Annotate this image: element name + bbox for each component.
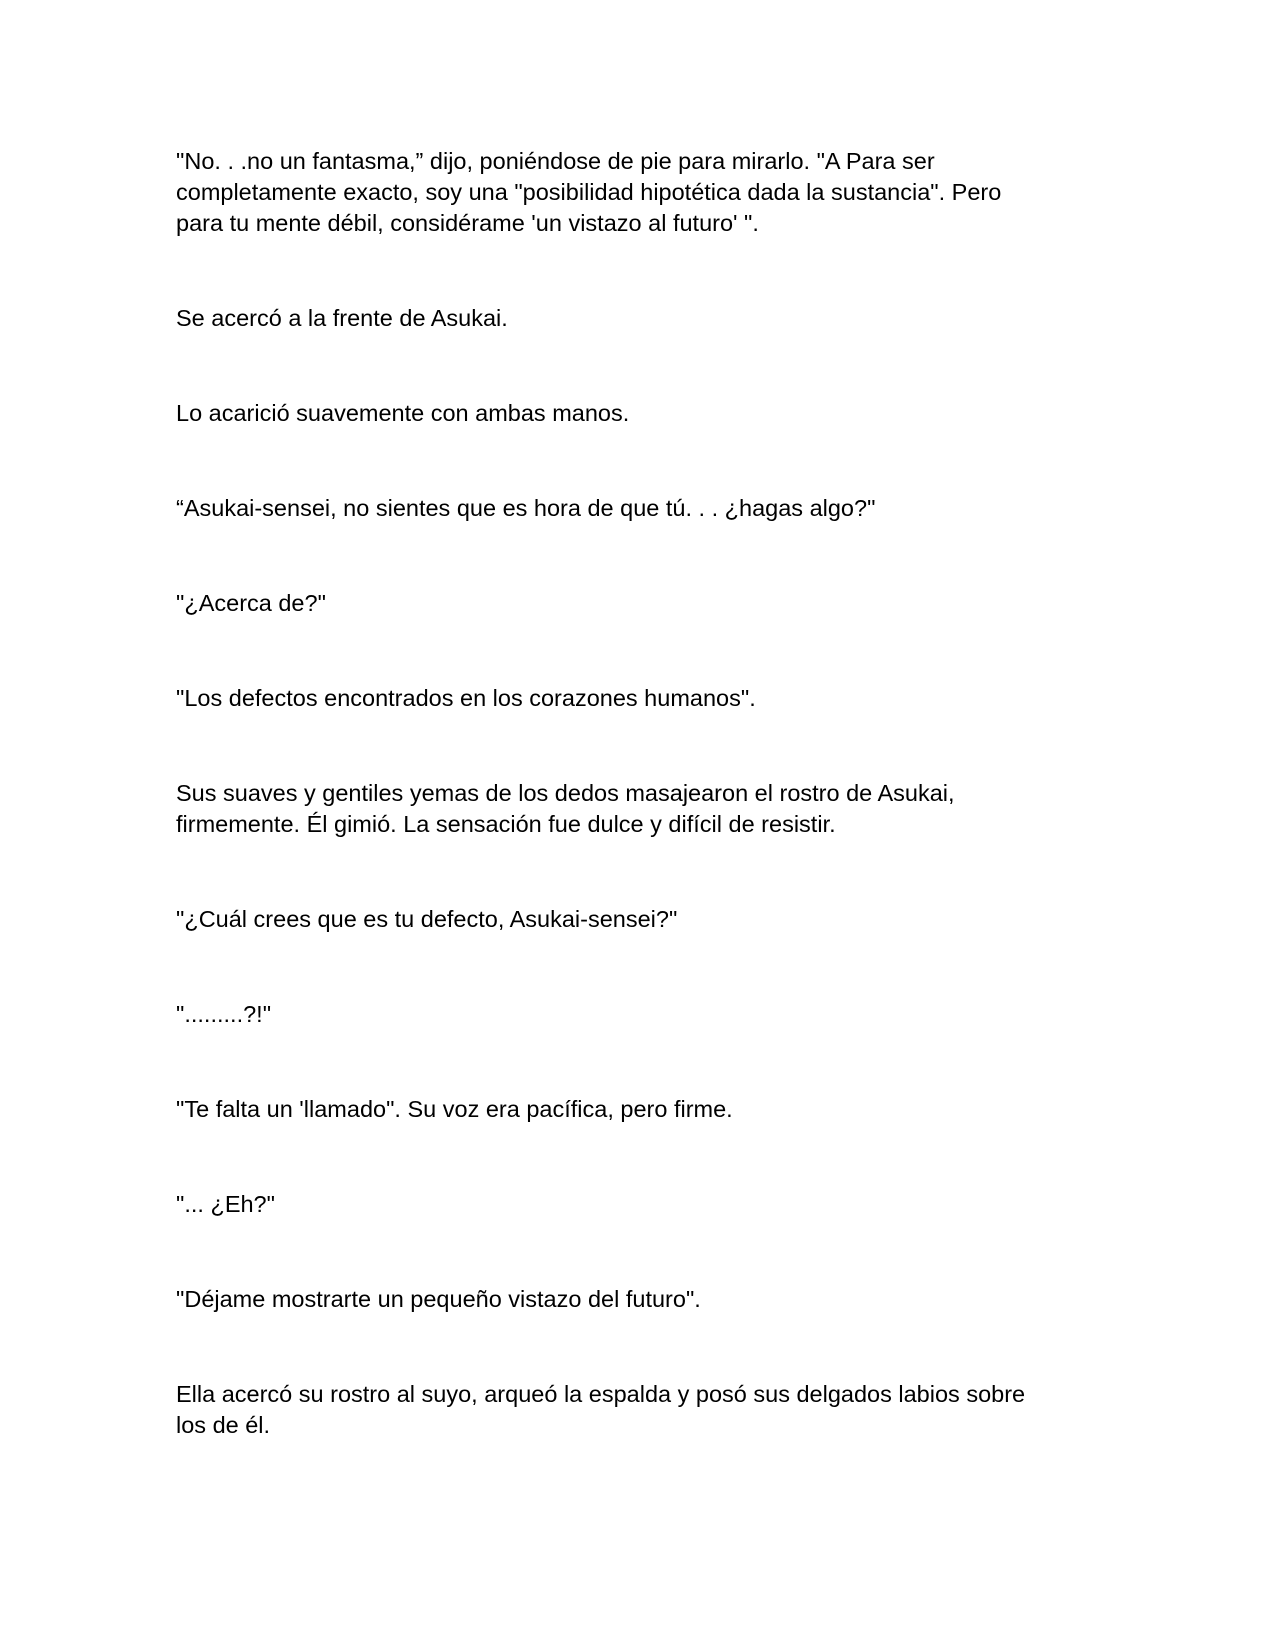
- paragraph: Lo acarició suavemente con ambas manos.: [176, 400, 630, 426]
- paragraph: Ella acercó su rostro al suyo, arqueó la espalda y posó sus delgados labios sobre los de él.: [176, 1381, 1026, 1438]
- paragraph: "¿Acerca de?": [176, 590, 326, 616]
- paragraph: "Los defectos encontrados en los corazones humanos".: [176, 685, 756, 711]
- paragraph: "Te falta un 'llamado". Su voz era pacífica, pero firme.: [176, 1096, 733, 1122]
- paragraph: ".........?!": [176, 1001, 272, 1027]
- paragraph: Sus suaves y gentiles yemas de los dedos masajearon el rostro de Asukai, firmemente. Él gimió. La sensación fue dulce y difícil de resistir.: [176, 780, 955, 837]
- paragraph: "No. . .no un fantasma,” dijo, poniéndose de pie para mirarlo. "A Para ser completamente exacto, soy una "posibilidad hipotética dada la sustancia". Pero para tu mente débil, considérame 'un vistazo al futuro' ".: [176, 148, 1002, 236]
- paragraph: "... ¿Eh?": [176, 1191, 275, 1217]
- paragraph: "¿Cuál crees que es tu defecto, Asukai-sensei?": [176, 906, 678, 932]
- paragraph: "Déjame mostrarte un pequeño vistazo del futuro".: [176, 1286, 701, 1312]
- paragraph: Se acercó a la frente de Asukai.: [176, 305, 508, 331]
- paragraph: “Asukai-sensei, no sientes que es hora de que tú. . . ¿hagas algo?": [176, 495, 876, 521]
